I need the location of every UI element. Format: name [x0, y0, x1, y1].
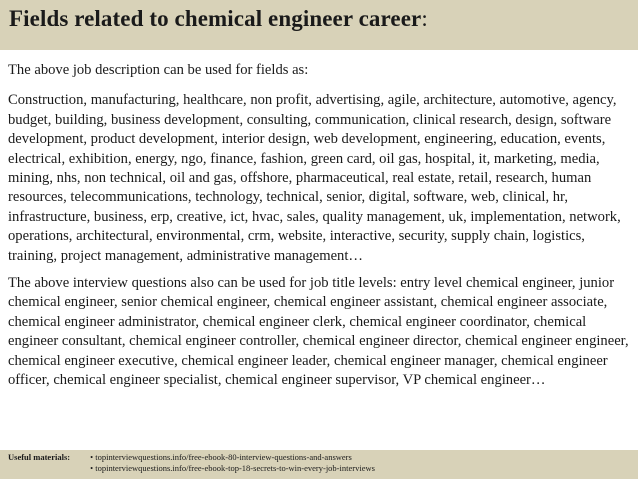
footer-links: [90, 452, 375, 474]
useful-materials-label: Useful materials:: [8, 452, 71, 462]
title-bar: [0, 0, 638, 50]
footer-bar: [0, 450, 638, 479]
intro-text: The above job description can be used for fields as:: [8, 62, 309, 78]
fields-paragraph: Construction, manufacturing, healthcare, non profit, advertising, agile, architecture, automotive, agency, budget, building, business development, consulting, communication, clinical research, design, software development, product development, interior design, web development, engineering, education, events, electrical, exhibition, energy, ngo, finance, fashion, green card, oil gas, hospital, it, marketing, media, mining, nhs, non technical, oil and gas, offshore, pharmaceutical, real estate, retail, research, human resources, telecommunications, technology, technical, senior, digital, software, web, clinical, hr, infrastructure, business, erp, creative, ict, hvac, sales, quality management, uk, implementation, network, operations, architectural, environmental, crm, website, interactive, security, supply chain, logistics, training, project management, administrative management…: [8, 92, 621, 264]
job-levels-paragraph: The above interview questions also can be used for job title levels: entry level chemical engineer, junior chemical engineer, senior chemical engineer, chemical engineer assistant, chemical engineer associate, chemical engineer administrator, chemical engineer clerk, chemical engineer coordinator, chemical engineer consultant, chemical engineer controller, chemical engineer director, chemical engineer engineer, chemical engineer executive, chemical engineer leader, chemical engineer manager, chemical engineer officer, chemical engineer specialist, chemical engineer supervisor, VP chemical engineer…: [8, 275, 629, 389]
content-area: [8, 61, 632, 391]
ebook-80-questions-link[interactable]: • topinterviewquestions.info/free-ebook-80-interview-questions-and-answers: [90, 452, 352, 462]
page-title-colon: :: [421, 6, 428, 31]
page-title: Fields related to chemical engineer career: [9, 6, 422, 31]
ebook-18-secrets-link[interactable]: • topinterviewquestions.info/free-ebook-top-18-secrets-to-win-every-job-interviews: [90, 463, 375, 473]
